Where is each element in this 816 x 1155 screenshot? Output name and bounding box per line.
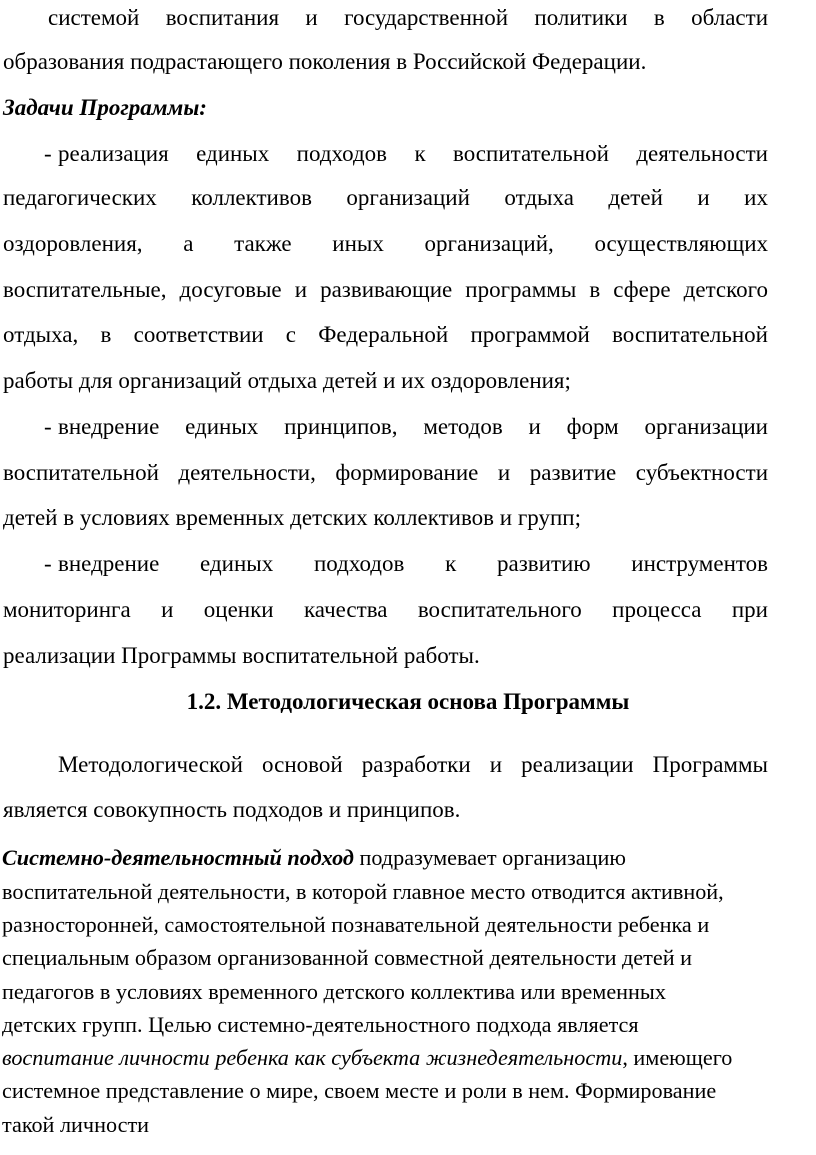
list-dash: - bbox=[44, 141, 52, 166]
task-item-2-line-2: воспитательной деятельности, формирование и развитие субъектности bbox=[3, 460, 768, 485]
task-item-2-line-1: - внедрение единых принципов, методов и форм организации bbox=[44, 414, 768, 439]
section-p1-line-1: Методологической основой разработки и реализации Программы bbox=[58, 752, 768, 777]
section-p2-line-3: разносторонней, самостоятельной познавательной деятельности ребенка и bbox=[2, 912, 710, 937]
task-item-1-line-5: отдыха, в соответствии с Федеральной программой воспитательной bbox=[3, 322, 768, 347]
task-item-1-line-2: педагогических коллективов организаций отдыха детей и их bbox=[3, 185, 768, 210]
section-p2-line-6: детских групп. Целью системно-деятельностного подхода является bbox=[2, 1012, 639, 1037]
task-item-3-line-1: - внедрение единых подходов к развитию инструментов bbox=[44, 551, 768, 576]
section-p2-line-9: такой личности bbox=[2, 1112, 150, 1137]
section-p2-line-8: системное представление о мире, своем месте и роли в нем. Формирование bbox=[2, 1078, 717, 1103]
task-item-3-line-2: мониторинга и оценки качества воспитательного процесса при bbox=[3, 597, 768, 622]
task-item-1-line-1: - реализация единых подходов к воспитательной деятельности bbox=[44, 141, 768, 166]
section-heading: 1.2. Методологическая основа Программы bbox=[186, 689, 630, 714]
goal-emphasis: воспитание личности ребенка как субъекта жизнедеятельности bbox=[2, 1045, 623, 1070]
section-p2-line-7: воспитание личности ребенка как субъекта жизнедеятельности, имеющего bbox=[2, 1045, 733, 1070]
approach-term: Системно-деятельностный подход bbox=[2, 845, 354, 870]
section-p1-line-2: является совокупность подходов и принципов. bbox=[3, 797, 461, 822]
section-p2-line-1: Системно-деятельностный подход подразумевает организацию bbox=[2, 845, 626, 870]
intro-line-1: системой воспитания и государственной политики в области bbox=[48, 5, 768, 30]
task-item-1-line-4: воспитательные, досуговые и развивающие программы в сфере детского bbox=[3, 277, 768, 302]
intro-line-2: образования подрастающего поколения в Российской Федерации. bbox=[3, 49, 647, 74]
tasks-heading: Задачи Программы: bbox=[3, 95, 207, 120]
list-dash: - bbox=[44, 551, 52, 576]
task-item-2-line-3: детей в условиях временных детских коллективов и групп; bbox=[3, 505, 581, 530]
section-p2-line-5: педагогов в условиях временного детского коллектива или временных bbox=[2, 979, 666, 1004]
task-item-1-line-6: работы для организаций отдыха детей и их оздоровления; bbox=[3, 368, 571, 393]
section-p2-line-4: специальным образом организованной совместной деятельности детей и bbox=[2, 945, 692, 970]
task-item-3-line-3: реализации Программы воспитательной работы. bbox=[3, 643, 480, 668]
task-item-1-line-3: оздоровления, а также иных организаций, осуществляющих bbox=[3, 231, 768, 256]
section-p2-line-2: воспитательной деятельности, в которой главное место отводится активной, bbox=[2, 879, 724, 904]
list-dash: - bbox=[44, 414, 52, 439]
